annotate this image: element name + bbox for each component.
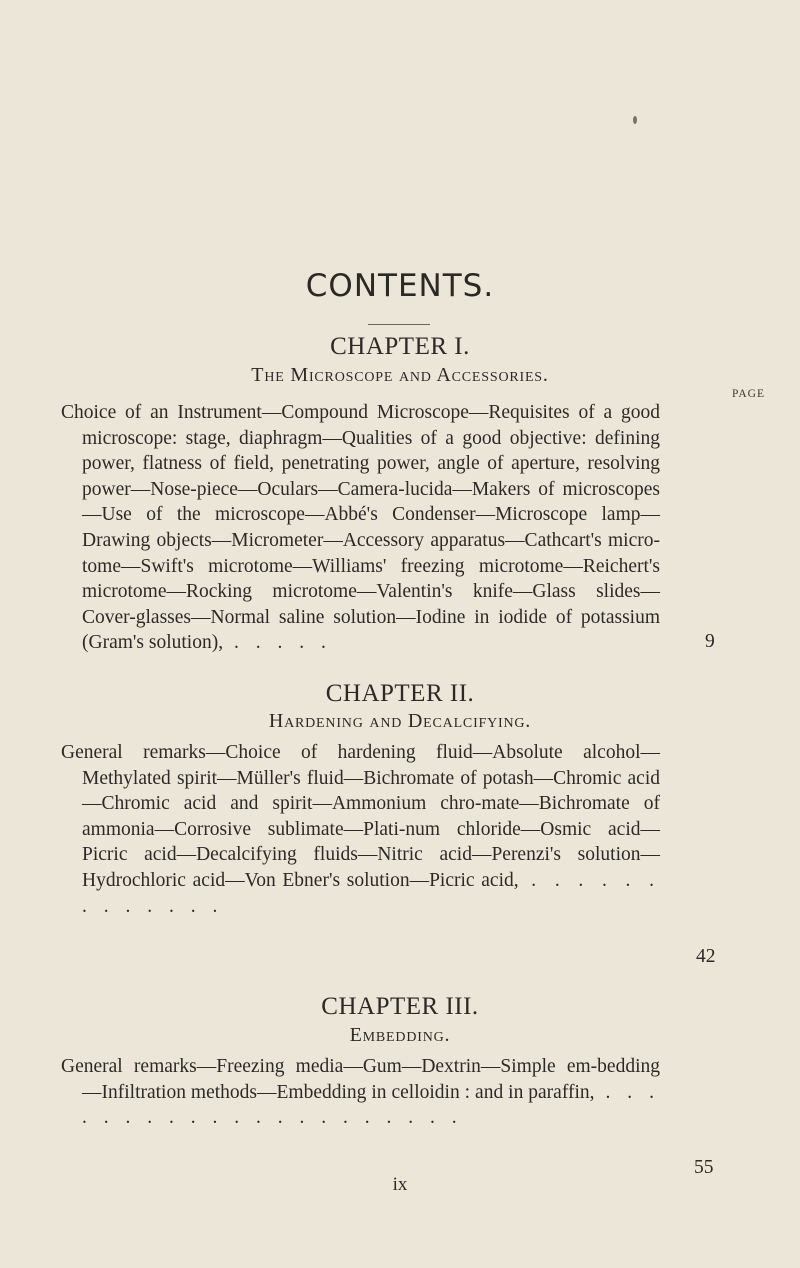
chapter-1-heading: CHAPTER I.	[330, 333, 470, 360]
chapter-3-entry	[61, 1054, 660, 1131]
chapter-3-heading: CHAPTER III.	[321, 993, 479, 1020]
chapter-2-page-number: 42	[696, 946, 716, 967]
chapter-2-entry-text: General remarks—Choice of hardening fluid—Absolute alcohol—Methylated spirit—Müller's fluid—Bichromate of potash—Chromic acid—Chromic acid and spirit—Ammonium chro-mate—Bichromate of ammonia—Corrosive sublimate—Plati-num chloride—Osmic acid—Picric acid—Decalcifying fluids—Nitric acid—Perenzi's solution—Hydrochloric acid—Von Ebner's solution—Picric acid,	[61, 742, 660, 891]
chapter-3-subtitle: Embedding.	[349, 1024, 451, 1046]
page-folio: ix	[392, 1174, 408, 1195]
chapter-2-heading: CHAPTER II.	[325, 680, 475, 707]
chapter-1-entry-text: Choice of an Instrument—Compound Microscope—Requisites of a good microscope: stage, diaphragm—Qualities of a good objective: defining power, flatness of field, penetrating power, angle of aperture, resolving power—Nose-piece—Oculars—Camera-lucida—Makers of microscopes—Use of the microscope—Abbé's Condenser—Microscope lamp—Drawing objects—Micrometer—Accessory apparatus—Cathcart's micro-tome—Swift's microtome—Williams' freezing microtome—Reichert's microtome—Rocking microtome—Valentin's knife—Glass slides—Cover-glasses—Normal saline solution—Iodine in iodide of potassium (Gram's solution),	[61, 402, 660, 654]
chapter-3-page-number: 55	[694, 1157, 714, 1178]
chapter-1-leaders: . . . . .	[223, 632, 332, 654]
title-rule	[368, 324, 430, 325]
chapter-1-subtitle: The Microscope and Accessories.	[251, 364, 549, 386]
chapter-3-entry-text: General remarks—Freezing media—Gum—Dextrin—Simple em-bedding—Infiltration methods—Embedding in celloidin : and in paraffin,	[61, 1056, 660, 1103]
chapter-1-page-number: 9	[705, 631, 715, 652]
chapter-2-leaders: . . . . . . . . . . . . .	[82, 869, 660, 917]
page-title: CONTENTS.	[305, 268, 495, 304]
chapter-3-leaders: . . . . . . . . . . . . . . . . . . . . .	[82, 1081, 661, 1129]
chapter-2-subtitle: Hardening and Decalcifying.	[268, 710, 532, 732]
chapter-1-entry	[61, 400, 660, 656]
ink-speck	[633, 116, 637, 124]
chapter-2-entry	[61, 740, 660, 919]
page-column-label: PAGE	[732, 388, 765, 400]
